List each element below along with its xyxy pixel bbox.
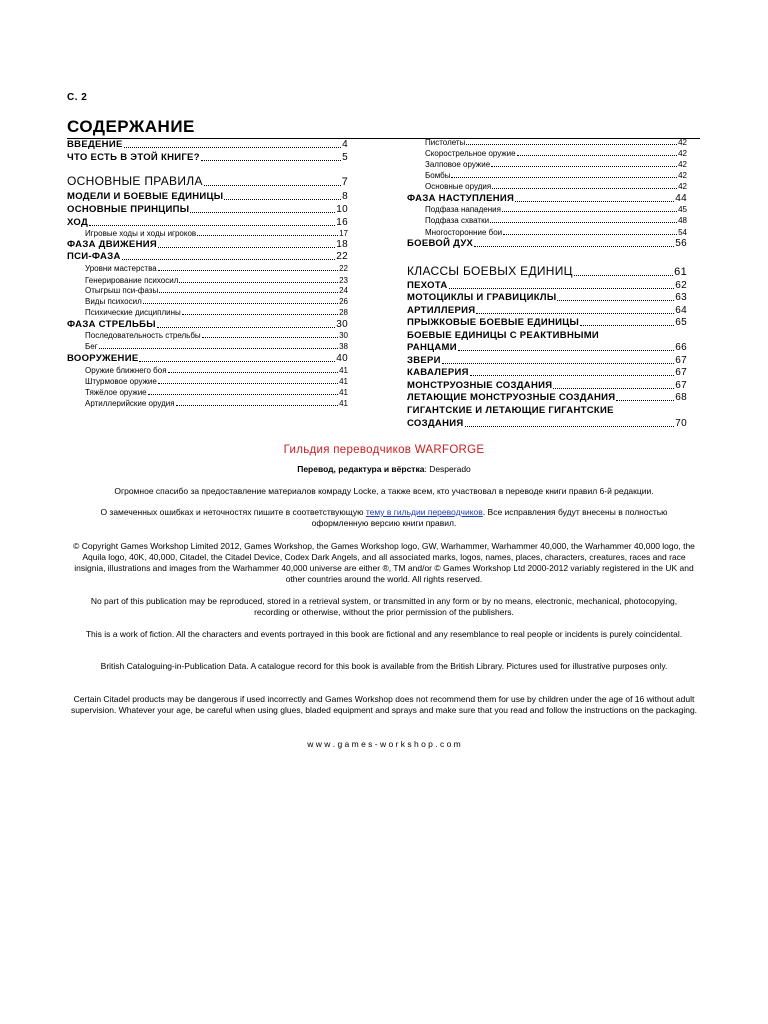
- toc-entry-label: Оружие ближнего боя: [85, 366, 167, 375]
- toc-dot-leader: [159, 292, 338, 293]
- toc-entry-label: ФАЗА НАСТУПЛЕНИЯ: [407, 193, 515, 204]
- toc-entry-page: 41: [339, 377, 348, 386]
- toc-dot-leader: [179, 282, 338, 283]
- toc-entry[interactable]: [425, 171, 687, 180]
- toc-entry-page: 26: [339, 297, 348, 306]
- toc-entry-label: МОНСТРУОЗНЫЕ СОЗДАНИЯ: [407, 380, 553, 391]
- toc-entry-label: Психические дисциплины: [85, 308, 181, 317]
- toc-entry-page: 70: [675, 418, 687, 429]
- toc-entry-page: 61: [674, 266, 687, 278]
- toc-entry[interactable]: [67, 251, 348, 262]
- toc-dot-leader: [124, 147, 342, 148]
- toc-entry[interactable]: [407, 342, 687, 353]
- toc-dot-leader: [190, 212, 335, 213]
- fiction-text: This is a work of fiction. All the characters and events portrayed in this book are fictional and any resemblance to real people or incidents is purely coincidental.: [85, 629, 683, 639]
- toc-entry[interactable]: [85, 342, 348, 351]
- toc-entry-label: Бомбы: [425, 171, 451, 180]
- toc-dot-leader: [465, 426, 675, 427]
- toc-entry[interactable]: [425, 182, 687, 191]
- toc-dot-leader: [204, 185, 341, 186]
- guild-brand: WARFORGE: [414, 444, 485, 456]
- toc-entry-page: 24: [339, 286, 348, 295]
- toc-entry-page: 48: [678, 216, 687, 225]
- toc-dot-leader: [99, 348, 338, 349]
- toc-entry-label: Основные орудия: [425, 182, 492, 191]
- toc-entry[interactable]: [85, 229, 348, 238]
- toc-entry-label: Тяжёлое оружие: [85, 388, 147, 397]
- toc-entry[interactable]: [407, 238, 687, 249]
- credits-value: Desperado: [429, 464, 471, 474]
- cataloguing-text: British Cataloguing-in-Publication Data. A catalogue record for this book is available from the British Library. Pictures used for illustrative purposes only.: [100, 661, 668, 671]
- errors-text: [74, 507, 694, 529]
- toc-entry-label: ПРЫЖКОВЫЕ БОЕВЫЕ ЕДИНИЦЫ: [407, 317, 580, 328]
- toc-entry[interactable]: [407, 193, 687, 204]
- toc-entry[interactable]: [67, 217, 348, 228]
- toc-entry-label: ВВЕДЕНИЕ: [67, 139, 123, 150]
- toc-entry-label: Отыгрыш пси-фазы: [85, 286, 159, 295]
- toc-entry-label: Штурмовое оружие: [85, 377, 157, 386]
- errors-before: О замеченных ошибках и неточностях пишите в соответствующую: [100, 507, 366, 517]
- toc-entry-label: АРТИЛЛЕРИЯ: [407, 305, 476, 316]
- toc-entry-label: ЧТО ЕСТЬ В ЭТОЙ КНИГЕ?: [67, 152, 200, 163]
- toc-entry-page: 42: [678, 138, 687, 147]
- errors-after: . Все исправления будут внесены в полностью оформленную версию книги правил.: [311, 507, 668, 528]
- toc-entry[interactable]: [407, 392, 687, 403]
- toc-entry[interactable]: [85, 399, 348, 408]
- toc-dot-leader: [143, 303, 338, 304]
- toc-entry[interactable]: [85, 388, 348, 397]
- toc-dot-leader: [158, 383, 338, 384]
- page-number: С. 2: [67, 92, 88, 103]
- credits-sep: :: [424, 464, 430, 474]
- toc-dot-leader: [148, 394, 338, 395]
- thanks-text: Огромное спасибо за предоставление материалов комраду Locke, а также всем, кто участвовал в переводе книги правил 6-й редакции.: [114, 486, 654, 496]
- toc-entry-page: 41: [339, 399, 348, 408]
- toc-entry-label: Подфаза схватки: [425, 216, 490, 225]
- toc-dot-leader: [476, 313, 674, 314]
- toc-entry-label: БОЕВЫЕ ЕДИНИЦЫ С РЕАКТИВНЫМИ: [407, 330, 600, 341]
- guild-heading: [64, 444, 704, 456]
- toc-dot-leader: [176, 405, 339, 406]
- toc-entry-label: Артиллерийские орудия: [85, 399, 175, 408]
- toc-entry[interactable]: [407, 317, 687, 328]
- toc-entry-label: ФАЗА СТРЕЛЬБЫ: [67, 319, 156, 330]
- toc-entry-page: 40: [336, 353, 348, 364]
- toc-dot-leader: [474, 246, 674, 247]
- toc-entry-page: 42: [678, 171, 687, 180]
- guild-name: Гильдия переводчиков: [283, 444, 415, 456]
- toc-entry-page: 64: [675, 305, 687, 316]
- toc-entry-page: 42: [678, 160, 687, 169]
- toc-entry-page: 30: [336, 319, 348, 330]
- toc-entry-label: ХОД: [67, 217, 89, 228]
- guild-topic-link[interactable]: тему в гильдии переводчиков: [365, 507, 483, 517]
- toc-entry-label: Бег: [85, 342, 98, 351]
- toc-entry[interactable]: [407, 380, 687, 391]
- warning-text: Certain Citadel products may be dangerous if used incorrectly and Games Workshop does not recommend them for use by children under the age of 16 without adult supervision. Whatever your age, be careful when using glues, bladed equipment and sprays and make sure that you read and follow the instructions on the packaging.: [70, 694, 698, 715]
- toc-entry-page: 45: [678, 205, 687, 214]
- toc-entry-page: 41: [339, 388, 348, 397]
- toc-entry[interactable]: [85, 331, 348, 340]
- toc-entry[interactable]: [407, 418, 687, 429]
- toc-dot-leader: [502, 211, 677, 212]
- toc-entry-page: 28: [339, 308, 348, 317]
- toc-dot-leader: [449, 288, 675, 289]
- toc-dot-leader: [182, 314, 338, 315]
- toc-entry-page: 22: [336, 251, 348, 262]
- toc-entry-page: 42: [678, 182, 687, 191]
- toc-entry-page: 8: [342, 191, 348, 202]
- toc-entry[interactable]: [425, 228, 687, 237]
- toc-entry-label: БОЕВОЙ ДУХ: [407, 238, 474, 249]
- toc-entry-page: 38: [339, 342, 348, 351]
- toc-entry-label: Многосторонние бои: [425, 228, 503, 237]
- toc-entry-page: 30: [339, 331, 348, 340]
- toc-entry[interactable]: [67, 152, 348, 163]
- toc-entry-page: 23: [339, 276, 348, 285]
- toc-dot-leader: [503, 234, 677, 235]
- toc-entry[interactable]: [407, 330, 687, 341]
- toc-entry[interactable]: [85, 308, 348, 317]
- toc-entry-page: 67: [675, 367, 687, 378]
- toc-entry[interactable]: [85, 366, 348, 375]
- toc-entry[interactable]: [67, 204, 348, 215]
- toc-entry-label: ВООРУЖЕНИЕ: [67, 353, 139, 364]
- toc-entry[interactable]: [407, 355, 687, 366]
- toc-dot-leader: [451, 177, 677, 178]
- toc-entry-label: Виды психосил: [85, 297, 142, 306]
- toc-entry[interactable]: [425, 216, 687, 225]
- toc-entry-page: 42: [678, 149, 687, 158]
- toc-dot-leader: [201, 160, 341, 161]
- toc-entry[interactable]: [407, 405, 687, 416]
- toc-entry-label: Залповое оружие: [425, 160, 491, 169]
- toc-entry-page: 22: [339, 264, 348, 273]
- toc-entry-label: ЛЕТАЮЩИЕ МОНСТРУОЗНЫЕ СОЗДАНИЯ: [407, 392, 616, 403]
- toc-dot-leader: [517, 155, 678, 156]
- toc-entry-page: 67: [675, 355, 687, 366]
- toc-entry-page: 56: [675, 238, 687, 249]
- toc-entry-label: КЛАССЫ БОЕВЫХ ЕДИНИЦ: [407, 264, 573, 278]
- toc-entry-label: Игровые ходы и ходы игроков: [85, 229, 197, 238]
- toc-entry-label: ПЕХОТА: [407, 280, 448, 291]
- toc-entry[interactable]: [67, 319, 348, 330]
- toc-entry-page: 18: [336, 239, 348, 250]
- toc-dot-leader: [553, 388, 674, 389]
- toc-dot-leader: [224, 199, 341, 200]
- toc-dot-leader: [490, 222, 677, 223]
- toc-entry[interactable]: [425, 149, 687, 158]
- page-title: СОДЕРЖАНИЕ: [67, 117, 195, 136]
- toc-dot-leader: [157, 327, 335, 328]
- toc-entry-label: ГИГАНТСКИЕ И ЛЕТАЮЩИЕ ГИГАНТСКИЕ: [407, 405, 614, 416]
- toc-entry-page: 62: [675, 280, 687, 291]
- toc-entry[interactable]: [407, 367, 687, 378]
- toc-entry[interactable]: [67, 239, 348, 250]
- credits-label: Перевод, редактура и вёрстка: [297, 464, 425, 474]
- toc-entry[interactable]: [407, 292, 687, 303]
- toc-dot-leader: [492, 188, 677, 189]
- toc-entry[interactable]: [425, 205, 687, 214]
- toc-entry-page: 10: [336, 204, 348, 215]
- toc-entry-page: 67: [675, 380, 687, 391]
- toc-entry[interactable]: [85, 377, 348, 386]
- toc-dot-leader: [580, 325, 674, 326]
- toc-entry[interactable]: [67, 174, 348, 188]
- toc-entry-page: 41: [339, 366, 348, 375]
- toc-entry-label: СОЗДАНИЯ: [407, 418, 464, 429]
- toc-dot-leader: [168, 372, 339, 373]
- toc-entry-label: Скорострельное оружие: [425, 149, 516, 158]
- toc-dot-leader: [197, 235, 338, 236]
- toc-entry[interactable]: [85, 286, 348, 295]
- reproduction-text: No part of this publication may be reproduced, stored in a retrieval system, or transmitted in any form or by no means, electronic, mechanical, photocopying, recording or otherwise, without the prior permission of the publishers.: [90, 596, 678, 617]
- toc-entry-page: 17: [339, 229, 348, 238]
- toc-dot-leader: [515, 201, 674, 202]
- toc-entry-page: 5: [342, 152, 348, 163]
- toc-entry-page: 7: [341, 176, 348, 188]
- toc-entry-page: 65: [675, 317, 687, 328]
- toc-entry[interactable]: [67, 191, 348, 202]
- toc-dot-leader: [122, 259, 336, 260]
- toc-entry-page: 16: [336, 217, 348, 228]
- toc-dot-leader: [202, 337, 338, 338]
- toc-entry-page: 66: [675, 342, 687, 353]
- toc-entry[interactable]: [407, 305, 687, 316]
- toc-entry-page: 4: [342, 139, 348, 150]
- toc-entry[interactable]: [85, 264, 348, 273]
- toc-entry-page: 68: [675, 392, 687, 403]
- toc-entry-label: ФАЗА ДВИЖЕНИЯ: [67, 239, 157, 250]
- toc-entry[interactable]: [67, 353, 348, 364]
- toc-entry-label: МОТОЦИКЛЫ И ГРАВИЦИКЛЫ: [407, 292, 557, 303]
- toc-entry-label: КАВАЛЕРИЯ: [407, 367, 469, 378]
- toc-dot-leader: [458, 350, 674, 351]
- toc-dot-leader: [139, 361, 335, 362]
- toc-entry-label: РАНЦАМИ: [407, 342, 457, 353]
- toc-entry-page: 63: [675, 292, 687, 303]
- toc-entry[interactable]: [67, 139, 348, 150]
- toc-entry-label: Последовательность стрельбы: [85, 331, 201, 340]
- toc-entry-label: ЗВЕРИ: [407, 355, 441, 366]
- toc-dot-leader: [158, 247, 335, 248]
- toc-dot-leader: [442, 363, 674, 364]
- toc-dot-leader: [491, 166, 677, 167]
- toc-entry[interactable]: [85, 276, 348, 285]
- toc-entry-label: Подфаза нападения: [425, 205, 501, 214]
- toc-entry-label: Уровни мастерства: [85, 264, 157, 273]
- toc-entry[interactable]: [407, 264, 687, 278]
- toc-dot-leader: [574, 275, 673, 276]
- toc-entry-page: 44: [675, 193, 687, 204]
- website-link[interactable]: w w w . g a m e s - w o r k s h o p . c o m: [307, 739, 461, 749]
- toc-entry-page: 54: [678, 228, 687, 237]
- toc-dot-leader: [89, 225, 335, 226]
- toc-entry-label: ПСИ-ФАЗА: [67, 251, 121, 262]
- toc-entry-label: МОДЕЛИ И БОЕВЫЕ ЕДИНИЦЫ: [67, 191, 224, 202]
- toc-entry[interactable]: [425, 138, 687, 147]
- copyright-text: © Copyright Games Workshop Limited 2012, Games Workshop, the Games Workshop logo, GW, Warhammer, Warhammer 40,000, the Warhammer 40,000 logo, the Aquila logo, 40K, 40,000, Citadel, the Citadel Device, Codex Dark Angels, and all associated marks, logos, names, places, characters, creatures, races and race insignia, illustrations and images from the Warhammer 40,000 universe are either ®, TM and/or © Games Workshop Ltd 2000-2012 variably registered in the UK and other countries around the world. All rights reserved.: [73, 541, 695, 584]
- toc-dot-leader: [557, 300, 674, 301]
- toc-dot-leader: [470, 375, 675, 376]
- toc-entry[interactable]: [425, 160, 687, 169]
- toc-entry-label: Пистолеты: [425, 138, 466, 147]
- toc-dot-leader: [466, 144, 677, 145]
- toc-dot-leader: [616, 400, 674, 401]
- toc-entry-label: ОСНОВНЫЕ ПРИНЦИПЫ: [67, 204, 190, 215]
- credits-line: [64, 464, 704, 474]
- toc-entry[interactable]: [407, 280, 687, 291]
- toc-entry-label: Генерирование психосил: [85, 276, 179, 285]
- toc-entry-label: ОСНОВНЫЕ ПРАВИЛА: [67, 174, 203, 188]
- toc-entry[interactable]: [85, 297, 348, 306]
- toc-dot-leader: [158, 270, 338, 271]
